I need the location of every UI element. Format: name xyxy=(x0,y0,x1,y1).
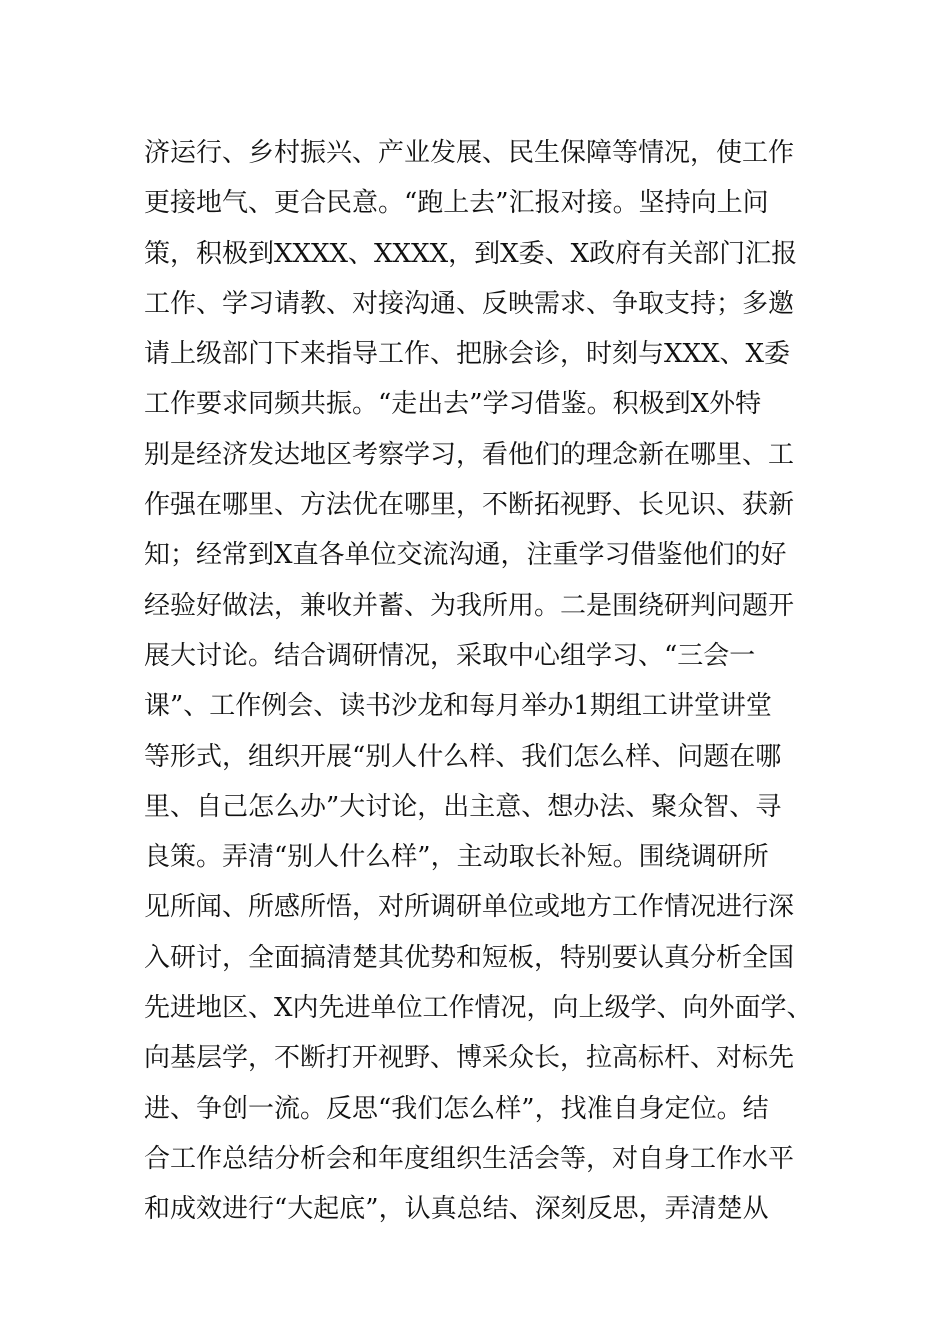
text-line: 作强在哪里、方法优在哪里，不断拓视野、长见识、获新 xyxy=(144,490,795,521)
text-line: 等形式，组织开展“别人什么样、我们怎么样、问题在哪 xyxy=(144,741,782,772)
text-line: 工作、学习请教、对接沟通、反映需求、争取支持；多邀 xyxy=(144,288,795,319)
text-line: 入研讨，全面搞清楚其优势和短板，特别要认真分析全国 xyxy=(144,942,795,973)
text-line: 向基层学，不断打开视野、博采众长，拉高标杆、对标先 xyxy=(144,1043,795,1074)
text-line: 进、争创一流。反思“我们怎么样”，找准自身定位。结 xyxy=(144,1093,769,1124)
text-line: 展大讨论。结合调研情况，采取中心组学习、“三会一 xyxy=(144,640,756,671)
text-line: 请上级部门下来指导工作、把脉会诊，时刻与XXX、X委 xyxy=(144,339,791,370)
text-line: 课”、工作例会、读书沙龙和每月举办1期组工讲堂讲堂 xyxy=(144,691,772,722)
text-line: 济运行、乡村振兴、产业发展、民生保障等情况，使工作 xyxy=(144,138,795,168)
text-line: 和成效进行“大起底”，认真总结、深刻反思，弄清楚从 xyxy=(144,1194,769,1225)
text-line: 策，积极到XXXX、XXXX，到X委、X政府有关部门汇报 xyxy=(144,238,798,269)
text-line: 见所闻、所感所悟，对所调研单位或地方工作情况进行深 xyxy=(144,892,795,923)
body-text xyxy=(144,128,824,1235)
text-line: 先进地区、X内先进单位工作情况，向上级学、向外面学、 xyxy=(144,993,813,1024)
text-line: 更接地气、更合民意。“跑上去”汇报对接。坚持向上问 xyxy=(144,188,769,219)
text-line: 工作要求同频共振。“走出去”学习借鉴。积极到X外特 xyxy=(144,389,762,420)
text-line: 知；经常到X直各单位交流沟通，注重学习借鉴他们的好 xyxy=(144,540,787,571)
text-line: 经验好做法，兼收并蓄、为我所用。二是围绕研判问题开 xyxy=(144,590,795,621)
text-line: 良策。弄清“别人什么样”，主动取长补短。围绕调研所 xyxy=(144,842,769,873)
text-line: 里、自己怎么办”大讨论，出主意、想办法、聚众智、寻 xyxy=(144,791,782,822)
text-line: 别是经济发达地区考察学习，看他们的理念新在哪里、工 xyxy=(144,439,795,470)
text-line: 合工作总结分析会和年度组织生活会等，对自身工作水平 xyxy=(144,1143,795,1174)
